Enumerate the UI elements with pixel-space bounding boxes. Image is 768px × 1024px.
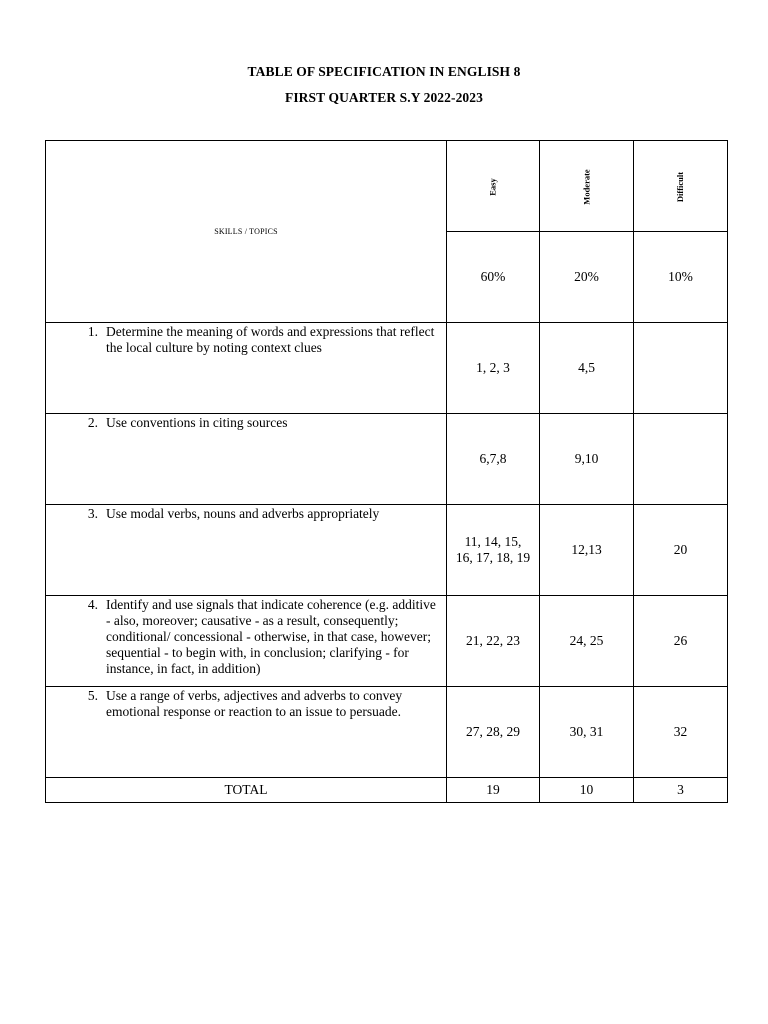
column-label-easy: Easy — [487, 178, 498, 196]
column-header-difficult — [634, 141, 728, 232]
document-title: TABLE OF SPECIFICATION IN ENGLISH 8 — [247, 64, 521, 79]
column-header-moderate — [540, 141, 634, 232]
skill-cell — [46, 687, 447, 778]
easy-items: 21, 22, 23 — [447, 596, 540, 687]
easy-items: 1, 2, 3 — [447, 323, 540, 414]
difficult-items: 20 — [634, 505, 728, 596]
table-row — [46, 596, 728, 687]
column-label-moderate: Moderate — [581, 169, 592, 205]
difficult-items — [634, 323, 728, 414]
total-label: TOTAL — [46, 778, 447, 803]
table-row — [46, 323, 728, 414]
skill-cell — [46, 323, 447, 414]
skill-text: Use a range of verbs, adjectives and adverbs to convey emotional response or reaction to an issue to persuade. — [106, 688, 403, 719]
skill-text: Identify and use signals that indicate coherence (e.g. additive - also, moreover; causative - as a result, consequently; conditional/ concessional - otherwise, in that case, however; sequential - to begin with, in conclusion; clarifying - for instance, in fact, in addition) — [106, 597, 436, 676]
percent-easy: 60% — [447, 232, 540, 323]
difficult-items — [634, 414, 728, 505]
easy-items: 11, 14, 15, 16, 17, 18, 19 — [447, 505, 540, 596]
moderate-items: 9,10 — [540, 414, 634, 505]
total-row — [46, 778, 728, 803]
skill-cell — [46, 414, 447, 505]
difficult-items: 26 — [634, 596, 728, 687]
table-row — [46, 505, 728, 596]
difficult-items: 32 — [634, 687, 728, 778]
total-difficult: 3 — [634, 778, 728, 803]
skill-number: 3. — [87, 506, 98, 521]
skill-number: 1. — [87, 324, 98, 339]
moderate-items: 24, 25 — [540, 596, 634, 687]
table-row — [46, 687, 728, 778]
skill-number: 2. — [87, 415, 98, 430]
skill-text: Use modal verbs, nouns and adverbs appropriately — [106, 506, 380, 521]
header-row — [46, 141, 728, 232]
table-row — [46, 414, 728, 505]
percent-difficult: 10% — [634, 232, 728, 323]
percent-moderate: 20% — [540, 232, 634, 323]
column-label-difficult: Difficult — [675, 171, 686, 203]
skill-number: 4. — [87, 597, 98, 612]
skills-topics-header: SKILLS / TOPICS — [46, 141, 447, 323]
easy-items: 27, 28, 29 — [447, 687, 540, 778]
skill-cell — [46, 505, 447, 596]
skill-cell — [46, 596, 447, 687]
moderate-items: 30, 31 — [540, 687, 634, 778]
moderate-items: 12,13 — [540, 505, 634, 596]
easy-items: 6,7,8 — [447, 414, 540, 505]
specification-table — [45, 140, 728, 803]
total-easy: 19 — [447, 778, 540, 803]
moderate-items: 4,5 — [540, 323, 634, 414]
column-header-easy — [447, 141, 540, 232]
skill-number: 5. — [87, 688, 98, 703]
skill-text: Determine the meaning of words and expressions that reflect the local culture by noting context clues — [106, 324, 435, 355]
skill-text: Use conventions in citing sources — [106, 415, 288, 430]
total-moderate: 10 — [540, 778, 634, 803]
document-subtitle: FIRST QUARTER S.Y 2022-2023 — [284, 90, 483, 105]
